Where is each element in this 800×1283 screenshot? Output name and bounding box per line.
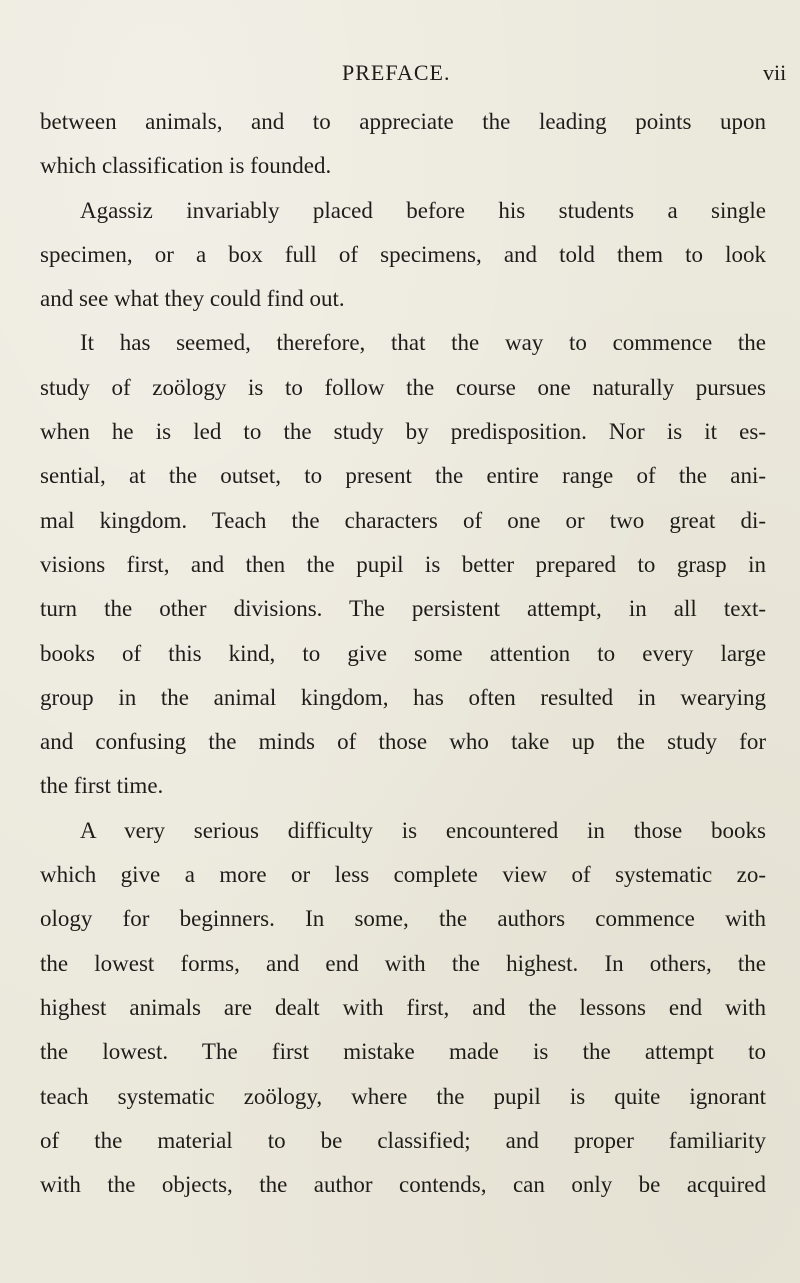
running-head [0, 60, 800, 90]
text-line: books of this kind, to give some attention to every large [40, 640, 766, 666]
text-line: highest animals are dealt with first, and the lessons end with [40, 994, 766, 1020]
running-head-title: PREFACE. [342, 60, 451, 85]
body-text [40, 100, 766, 1207]
text-line: the first time. [40, 773, 164, 799]
text-line: mal kingdom. Teach the characters of one or two great di- [40, 507, 766, 533]
text-line: ology for beginners. In some, the authors commence with [40, 906, 766, 932]
text-line: turn the other divisions. The persistent attempt, in all text- [40, 596, 766, 622]
text-line: which classification is founded. [40, 153, 332, 179]
text-line: and see what they could find out. [40, 286, 345, 312]
page-number: vii [763, 60, 787, 85]
text-line: and confusing the minds of those who take up the study for [40, 729, 766, 755]
text-line: the lowest forms, and end with the highest. In others, the [40, 950, 766, 976]
text-line: which give a more or less complete view of systematic zo- [40, 862, 766, 888]
text-line: teach systematic zoölogy, where the pupil is quite ignorant [40, 1083, 766, 1109]
text-line: group in the animal kingdom, has often resulted in wearying [40, 684, 766, 710]
text-line: It has seemed, therefore, that the way to commence the [80, 330, 766, 356]
text-line: between animals, and to appreciate the leading points upon [40, 109, 766, 134]
text-line: specimen, or a box full of specimens, and told them to look [40, 241, 766, 267]
text-line: Agassiz invariably placed before his students a single [80, 197, 766, 223]
text-line: the lowest. The first mistake made is the attempt to [40, 1039, 766, 1065]
text-line: A very serious difficulty is encountered in those books [80, 817, 766, 843]
text-line: with the objects, the author contends, can only be acquired [40, 1172, 766, 1198]
text-line: sential, at the outset, to present the entire range of the ani- [40, 463, 766, 489]
text-line: when he is led to the study by predisposition. Nor is it es- [40, 419, 766, 445]
text-line: visions first, and then the pupil is better prepared to grasp in [40, 551, 766, 577]
text-line: study of zoölogy is to follow the course one naturally pursues [40, 374, 766, 400]
text-line: of the material to be classified; and proper familiarity [40, 1127, 766, 1153]
